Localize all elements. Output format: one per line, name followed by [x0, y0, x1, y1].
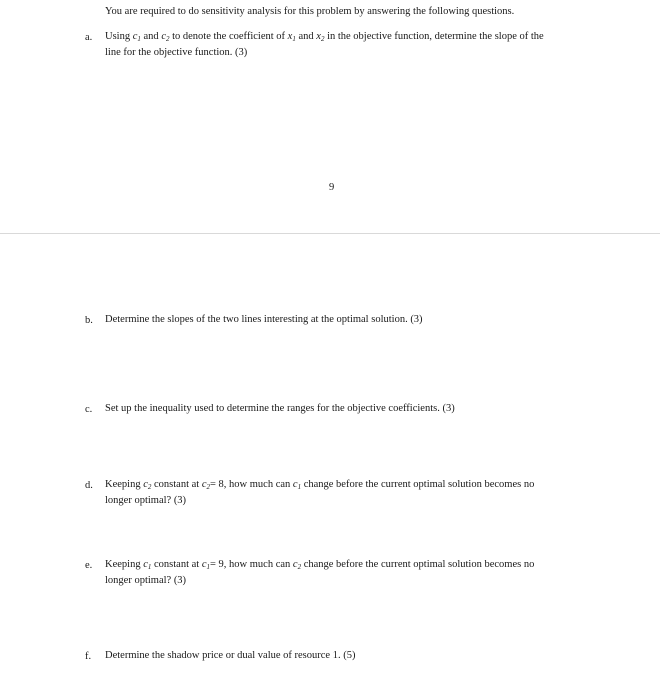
question-e-letter: e. [85, 560, 93, 571]
page-number: 9 [329, 182, 335, 193]
var-c2: $c_2$ [161, 31, 170, 43]
question-c-letter: c. [85, 404, 93, 415]
var-c1: $c_1$ [132, 31, 141, 43]
question-b-letter: b. [85, 315, 93, 326]
question-d-letter: d. [85, 480, 93, 491]
var-x2: $x_2$ [316, 31, 325, 43]
intro-text: You are required to do sensitivity analysis for this problem by answering the following questions. [105, 6, 515, 17]
question-f-text: Determine the shadow price or dual value of resource 1. (5) [105, 650, 356, 661]
question-b-text: Determine the slopes of the two lines interesting at the optimal solution. (3) [105, 314, 423, 325]
question-a-letter: a. [85, 32, 93, 43]
question-e-text: Keeping $c_1$ constant at $c_1= 9$, how much can $c_2$ change before the current optimal solution becomes no longer optimal? (3) [105, 559, 535, 586]
question-c-text: Set up the inequality used to determine the ranges for the objective coefficients. (3) [105, 403, 455, 414]
var-x1: $x_1$ [287, 31, 296, 43]
question-d-text: Keeping $c_2$ constant at $c_2= 8$, how much can $c_1$ change before the current optimal solution becomes no longer optimal? (3) [105, 479, 535, 506]
question-f-letter: f. [85, 651, 92, 662]
page-divider [0, 233, 660, 234]
question-a-text: Using $c_1$ and $c_2$ to denote the coefficient of $x_1$ and $x_2$ in the objective function, determine the slope of the line for the objective function. (3) [105, 31, 544, 58]
